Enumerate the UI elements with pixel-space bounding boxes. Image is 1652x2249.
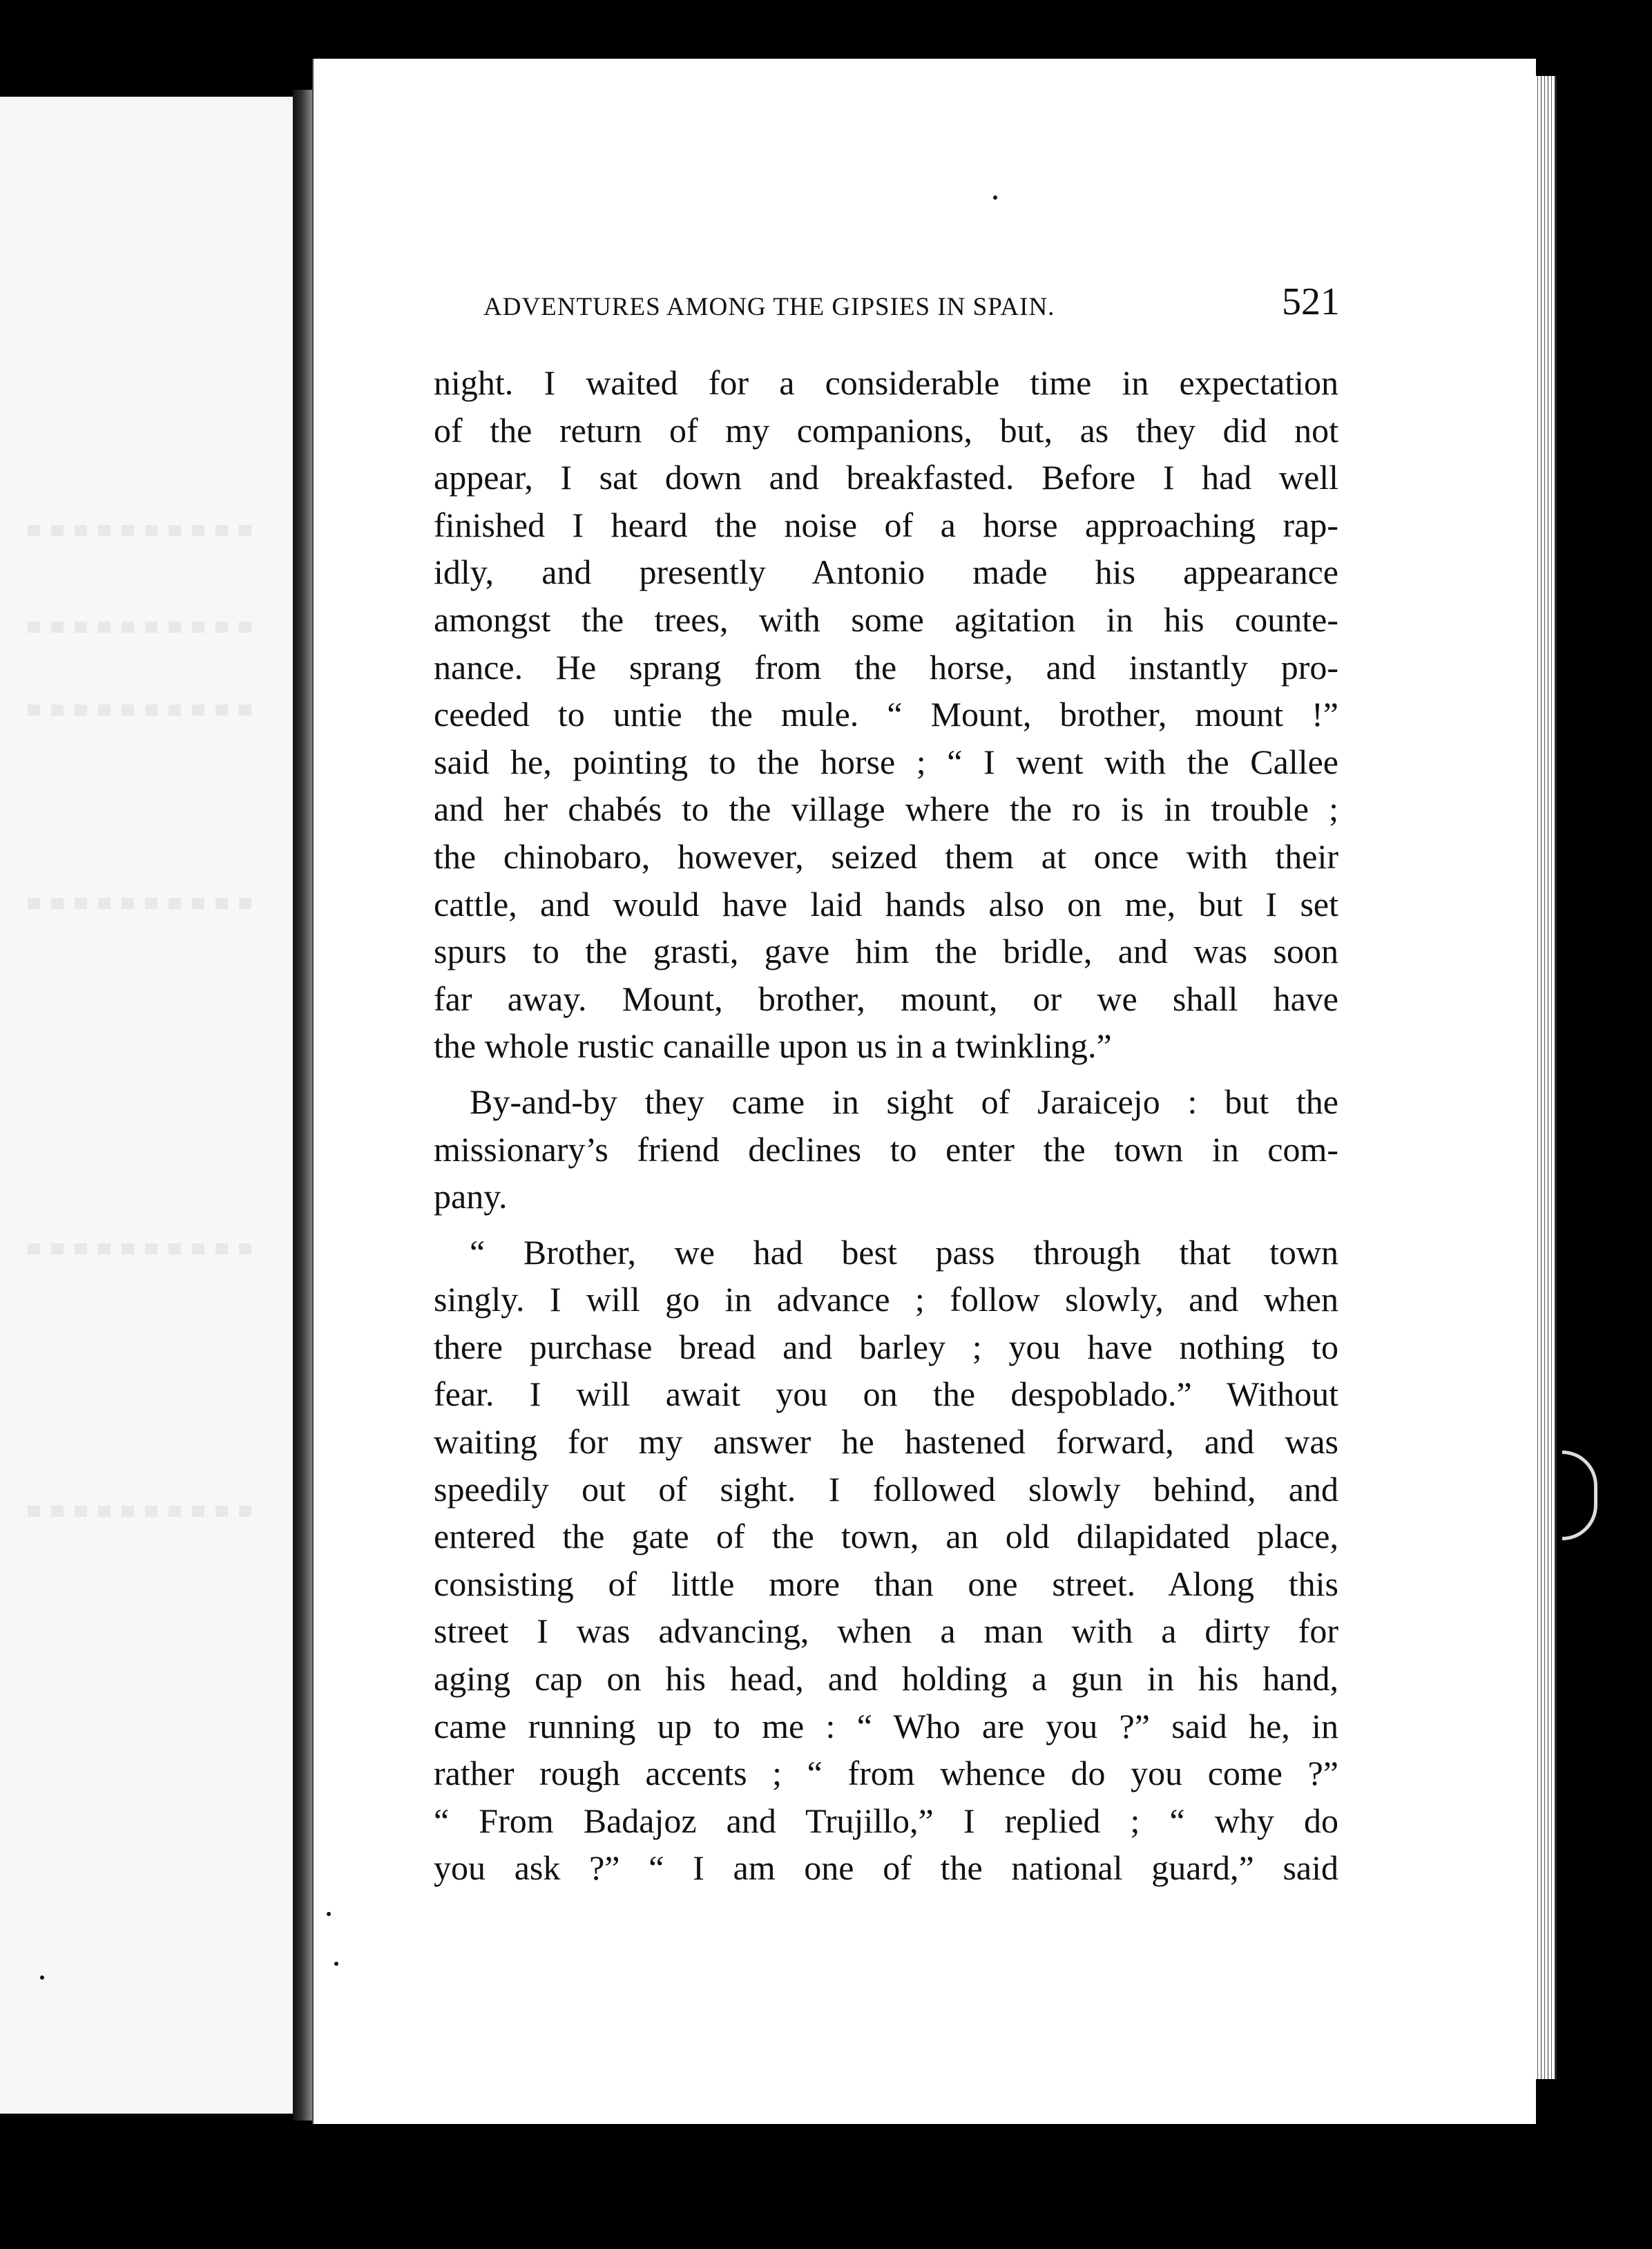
faint-bleed-mark	[28, 1506, 256, 1517]
text-line: consisting of little more than one street. Along this	[434, 1564, 1338, 1603]
text-line: singly. I will go in advance ; follow slowly, and when	[434, 1280, 1338, 1319]
text-line: street I was advancing, when a man with a dirty for	[434, 1611, 1338, 1651]
paragraph-gap	[434, 1070, 1338, 1078]
text-line: idly, and presently Antonio made his appearance	[434, 553, 1338, 592]
text-line: nance. He sprang from the horse, and instantly pro-	[434, 647, 1338, 687]
text-line: appear, I sat down and breakfasted. Before I had well	[434, 458, 1338, 497]
text-line: the chinobaro, however, seized them at once with their	[434, 836, 1338, 876]
text-line: ceeded to untie the mule. “ Mount, brother, mount !”	[434, 695, 1338, 734]
body-text	[434, 359, 1338, 1892]
running-head	[483, 273, 1340, 328]
text-line: spurs to the grasti, gave him the bridle, and was soon	[434, 932, 1338, 971]
text-line: and her chabés to the village where the ro is in trouble ;	[434, 789, 1338, 829]
paragraph-gap	[434, 1221, 1338, 1229]
text-line: amongst the trees, with some agitation in his counte-	[434, 600, 1338, 639]
faint-bleed-mark	[28, 1243, 256, 1254]
text-line: missionary’s friend declines to enter the town in com-	[434, 1129, 1338, 1169]
text-line: there purchase bread and barley ; you have nothing to	[434, 1327, 1338, 1366]
left-page-edge	[0, 97, 299, 2114]
faint-bleed-mark	[28, 898, 256, 909]
text-line: entered the gate of the town, an old dilapidated place,	[434, 1517, 1338, 1556]
text-line: “ From Badajoz and Trujillo,” I replied ; “ why do	[434, 1801, 1338, 1840]
page-edges	[1535, 76, 1557, 2079]
text-line: cattle, and would have laid hands also on me, but I set	[434, 884, 1338, 923]
paragraph	[434, 359, 1338, 1070]
paragraph	[434, 1078, 1338, 1221]
text-line: fear. I will await you on the despoblado.” Without	[434, 1375, 1338, 1414]
faint-bleed-mark	[28, 525, 256, 536]
text-line: waiting for my answer he hastened forward, and was	[434, 1422, 1338, 1462]
text-line: you ask ?” “ I am one of the national guard,” said	[434, 1848, 1338, 1888]
page-clip	[1562, 1451, 1597, 1540]
speck	[334, 1962, 338, 1966]
text-line: said he, pointing to the horse ; “ I went with the Callee	[434, 742, 1338, 781]
speck	[327, 1912, 331, 1916]
speck	[40, 1975, 44, 1980]
page-number: 521	[1282, 280, 1340, 323]
text-line: “ Brother, we had best pass through that town	[470, 1232, 1338, 1272]
text-line: pany.	[434, 1177, 508, 1216]
faint-bleed-mark	[28, 705, 256, 716]
text-line: came running up to me : “ Who are you ?” said he, in	[434, 1706, 1338, 1745]
text-line: of the return of my companions, but, as they did not	[434, 410, 1338, 450]
text-line: far away. Mount, brother, mount, or we shall have	[434, 979, 1338, 1018]
speck	[993, 195, 997, 200]
paragraph	[434, 1229, 1338, 1892]
text-line: finished I heard the noise of a horse approaching rap-	[434, 505, 1338, 544]
running-title: ADVENTURES AMONG THE GIPSIES IN SPAIN.	[483, 293, 1055, 321]
text-line: the whole rustic canaille upon us in a twinkling.”	[434, 1026, 1112, 1066]
text-line: speedily out of sight. I followed slowly behind, and	[434, 1469, 1338, 1509]
text-line: night. I waited for a considerable time in expectation	[434, 363, 1338, 402]
text-line: rather rough accents ; “ from whence do you come ?”	[434, 1754, 1338, 1793]
text-line: By-and-by they came in sight of Jaraicejo : but the	[470, 1082, 1338, 1121]
text-line: aging cap on his head, and holding a gun in his hand,	[434, 1659, 1338, 1698]
faint-bleed-mark	[28, 622, 256, 633]
